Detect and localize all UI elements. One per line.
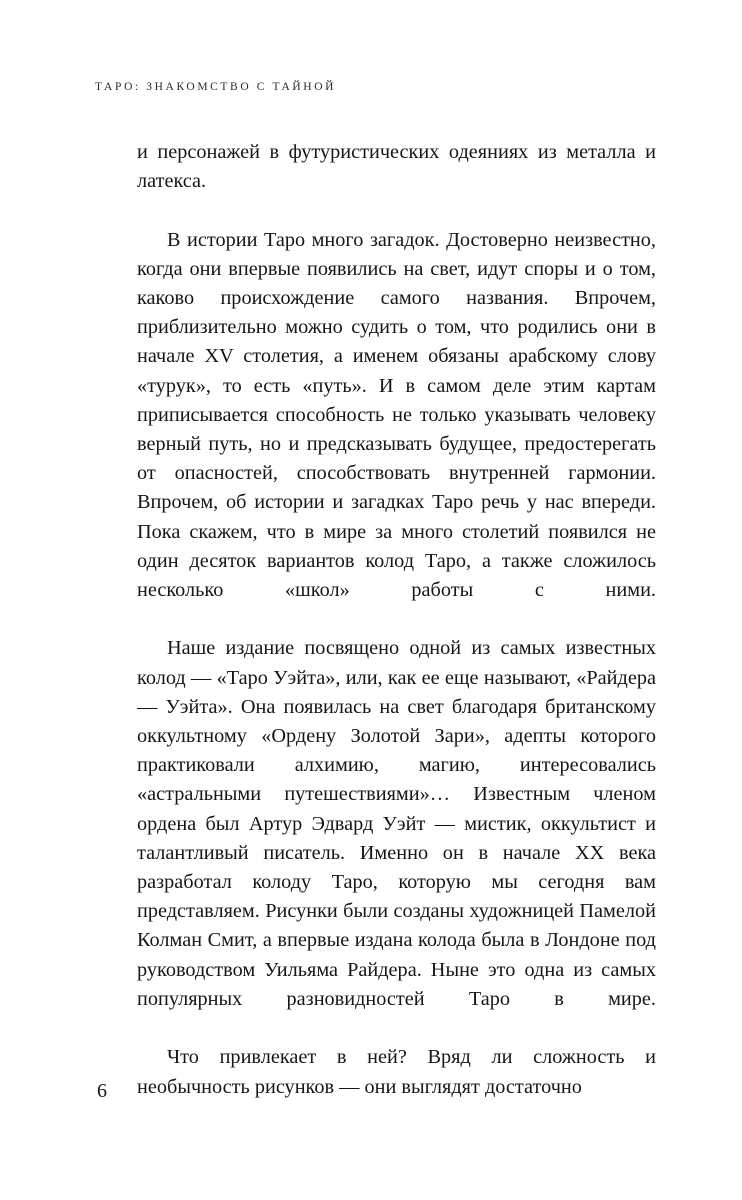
- page-number: 6: [97, 1080, 107, 1102]
- paragraph-2: В истории Таро много загадок. Достоверно неизвестно, когда они впервые появились на свет, идут споры и о том, каково происхождение самого названия. Впрочем, приблизительно можно судить о том, что родились они в начале XV столетия, а именем обязаны арабскому слову «турук», то есть «путь». И в самом деле этим картам приписывается способность не только указывать человеку верный путь, но и предсказывать будущее, предостерегать от опасностей, способствовать внутренней гармонии. Впрочем, об истории и загадках Таро речь у нас впереди. Пока скажем, что в мире за много столетий появился не один десяток вариантов колод Таро, а также сложилось несколько «школ» работы с ними.: [137, 228, 656, 602]
- body-text-block: [137, 138, 656, 1102]
- paragraph-1: и персонажей в футуристических одеяниях из металла и латекса.: [137, 141, 656, 193]
- paragraph-3: Наше издание посвящено одной из самых известных колод — «Таро Уэйта», или, как ее еще называют, «Райдера — Уэйта». Она появилась на свет благодаря британскому оккультному «Ордену Золотой Зари», адепты которого практиковали алхимию, магию, интересовались «астральными путешествиями»… Известным членом ордена был Артур Эдвард Уэйт — мистик, оккультист и талантливый писатель. Именно он в начале XX века разработал колоду Таро, которую мы сегодня вам представляем. Рисунки были созданы художницей Памелой Колман Смит, а впервые издана колода была в Лондоне под руководством Уильяма Райдера. Ныне это одна из самых популярных разновидностей Таро в мире.: [137, 637, 656, 1010]
- running-header: ТАРО: ЗНАКОМСТВО С ТАЙНОЙ: [95, 81, 337, 93]
- paragraph-4: Что привлекает в ней? Вряд ли сложность и необычность рисунков — они выглядят достаточно: [137, 1046, 656, 1098]
